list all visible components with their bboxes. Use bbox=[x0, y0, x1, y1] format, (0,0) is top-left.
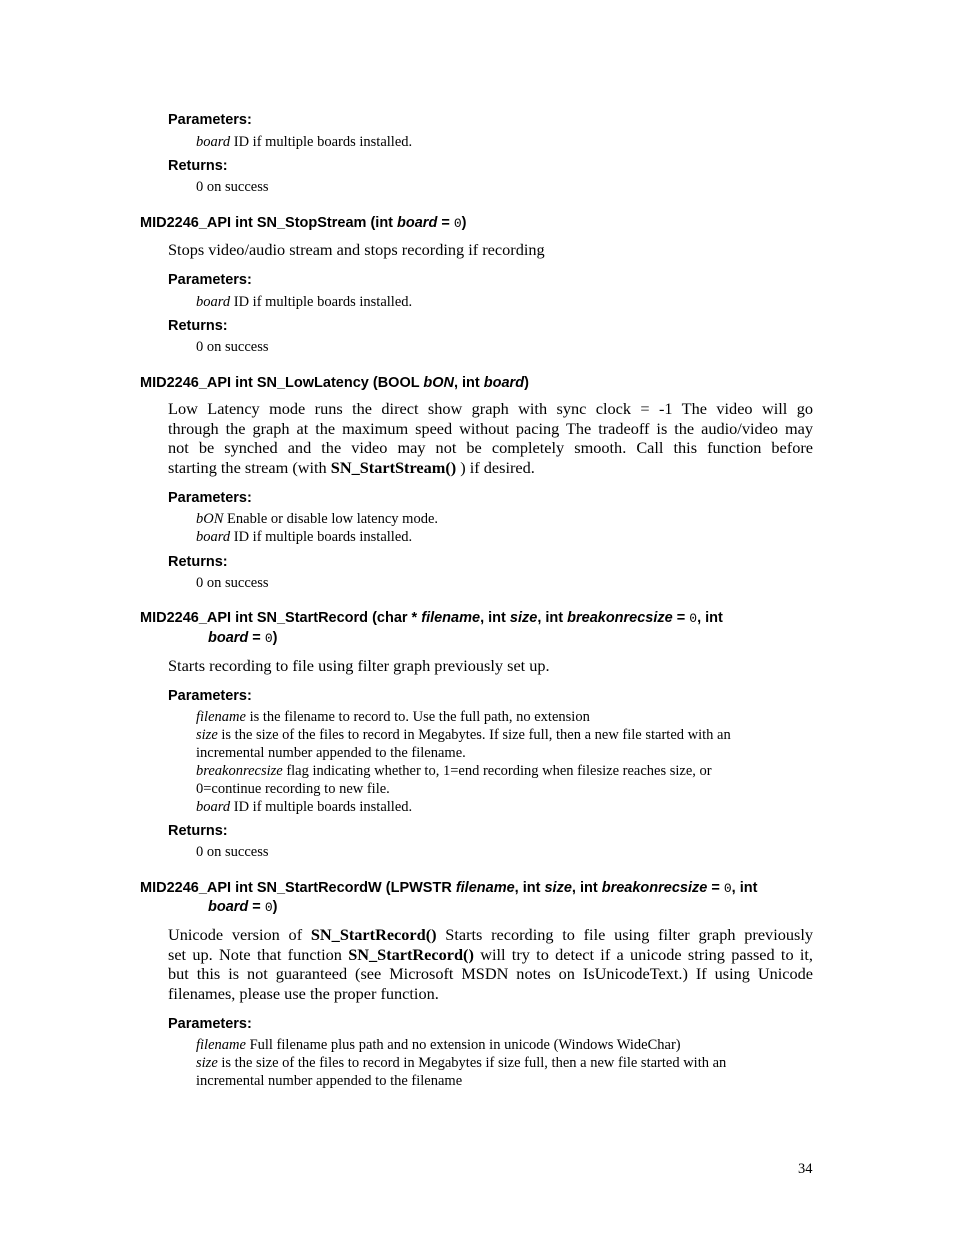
function-signature-startrecord bbox=[140, 608, 723, 629]
function-ref: SN_StartRecord() bbox=[310, 925, 437, 944]
param-size-cont: incremental number appended to the filename. bbox=[196, 745, 466, 761]
param-name: board bbox=[196, 134, 231, 150]
param-name: breakonrecsize bbox=[196, 763, 283, 779]
sig-text: , int bbox=[537, 610, 568, 626]
returns-heading: Returns: bbox=[168, 318, 228, 334]
sig-param: size bbox=[544, 880, 572, 896]
desc-text: starting the stream (with bbox=[168, 458, 331, 478]
desc-line: through the graph at the maximum speed without pacing The tradeoff is the audio/video may bbox=[168, 418, 813, 438]
desc-line: Stops video/audio stream and stops recording if recording bbox=[168, 240, 545, 259]
param-board bbox=[196, 133, 412, 151]
sig-text: , int bbox=[453, 375, 484, 391]
desc-line bbox=[168, 458, 813, 478]
param-desc: ID if multiple boards installed. bbox=[230, 134, 413, 150]
sig-param: board bbox=[483, 375, 525, 391]
sig-default: 0 bbox=[689, 611, 698, 626]
sig-default: 0 bbox=[264, 900, 273, 915]
sig-text: = bbox=[248, 630, 265, 646]
sig-param: breakonrecsize bbox=[601, 880, 708, 896]
param-name: size bbox=[196, 1055, 218, 1071]
param-name: board bbox=[196, 799, 231, 815]
returns-heading: Returns: bbox=[168, 823, 228, 839]
param-desc: Full filename plus path and no extension in unicode (Windows WideChar) bbox=[245, 1037, 681, 1053]
function-description bbox=[168, 656, 813, 676]
returns-heading: Returns: bbox=[168, 158, 228, 174]
sig-param: board bbox=[208, 899, 249, 915]
desc-line: Starts recording to file using filter graph previously set up. bbox=[168, 656, 550, 675]
param-filename bbox=[196, 708, 590, 726]
sig-param: board bbox=[397, 215, 438, 231]
sig-default: 0 bbox=[723, 881, 732, 896]
param-desc: ID if multiple boards installed. bbox=[230, 294, 413, 310]
desc-line: but this is not guaranteed (see Microsoft MSDN notes on IsUnicodeText.) If using Unicode bbox=[168, 964, 813, 984]
page-number: 34 bbox=[798, 1161, 813, 1177]
function-signature-lowlatency bbox=[140, 373, 529, 393]
sig-text: MID2246_API int SN_StartRecord (char * bbox=[140, 610, 422, 626]
desc-text: Unicode version of bbox=[168, 925, 311, 944]
param-bon bbox=[196, 510, 438, 528]
function-signature-startrecordw bbox=[140, 878, 757, 899]
desc-text: ) if desired. bbox=[456, 458, 535, 478]
param-size bbox=[196, 726, 731, 744]
param-desc: ID if multiple boards installed. bbox=[230, 529, 413, 545]
function-ref: SN_StartStream() bbox=[330, 458, 457, 478]
param-name: board bbox=[196, 529, 231, 545]
parameters-heading: Parameters: bbox=[168, 1016, 252, 1032]
param-board bbox=[196, 798, 412, 816]
param-desc: is the size of the files to record in Megabytes if size full, then a new file started with an bbox=[217, 1055, 727, 1071]
returns-heading: Returns: bbox=[168, 554, 228, 570]
sig-text: , int bbox=[480, 610, 510, 626]
function-signature-continuation bbox=[208, 628, 277, 649]
sig-param: board bbox=[208, 630, 249, 646]
param-desc: is the filename to record to. Use the full path, no extension bbox=[245, 709, 590, 725]
param-size bbox=[196, 1054, 726, 1072]
sig-text: MID2246_API int SN_StartRecordW (LPWSTR bbox=[140, 880, 456, 896]
param-filename bbox=[196, 1036, 681, 1054]
param-desc: ID if multiple boards installed. bbox=[230, 799, 413, 815]
param-board bbox=[196, 293, 412, 311]
function-description bbox=[168, 925, 813, 1004]
sig-text: ) bbox=[524, 375, 529, 391]
param-size-cont: incremental number appended to the filename bbox=[196, 1073, 463, 1089]
parameters-heading: Parameters: bbox=[168, 112, 252, 128]
function-description bbox=[168, 240, 813, 260]
returns-value: 0 on success bbox=[196, 575, 269, 591]
sig-default: 0 bbox=[264, 631, 273, 646]
param-desc: flag indicating whether to, 1=end recording when filesize reaches size, or bbox=[282, 763, 712, 779]
param-desc: Enable or disable low latency mode. bbox=[223, 511, 439, 527]
parameters-heading: Parameters: bbox=[168, 688, 252, 704]
sig-text: = bbox=[707, 880, 724, 896]
sig-text: , int bbox=[514, 880, 545, 896]
desc-text: set up. Note that function bbox=[168, 944, 349, 964]
returns-value: 0 on success bbox=[196, 844, 269, 860]
sig-default: 0 bbox=[453, 216, 462, 231]
param-name: filename bbox=[196, 1037, 246, 1053]
param-name: bON bbox=[196, 511, 224, 527]
desc-text: will try to detect if a unicode string passed to it, bbox=[473, 944, 814, 964]
sig-text: ) bbox=[272, 630, 278, 646]
desc-line: filenames, please use the proper function. bbox=[168, 984, 439, 1004]
function-signature-continuation bbox=[208, 897, 277, 918]
parameters-heading: Parameters: bbox=[168, 272, 252, 288]
desc-line bbox=[168, 925, 813, 945]
desc-text: Starts recording to file using filter graph previously bbox=[436, 925, 813, 944]
param-breakonrecsize bbox=[196, 762, 712, 780]
function-ref: SN_StartRecord() bbox=[348, 944, 474, 964]
param-breakonrecsize-cont: 0=continue recording to new file. bbox=[196, 781, 390, 797]
desc-line: Low Latency mode runs the direct show graph with sync clock = -1 The video will go bbox=[168, 399, 813, 418]
sig-text: MID2246_API int SN_LowLatency (BOOL bbox=[140, 375, 424, 391]
sig-param: size bbox=[509, 610, 538, 626]
sig-param: bON bbox=[423, 375, 454, 391]
param-name: size bbox=[196, 727, 218, 743]
sig-text: , int bbox=[571, 880, 602, 896]
sig-text: ) bbox=[461, 215, 467, 231]
param-name: board bbox=[196, 294, 231, 310]
sig-text: = bbox=[437, 215, 454, 231]
sig-text: , int bbox=[697, 610, 723, 626]
sig-param: filename bbox=[421, 610, 481, 626]
sig-param: filename bbox=[455, 880, 515, 896]
desc-line: not be synched and the video may not be completely smooth. Call this function before bbox=[168, 438, 813, 458]
param-name: filename bbox=[196, 709, 246, 725]
function-description bbox=[168, 399, 813, 478]
sig-text: MID2246_API int SN_StopStream (int bbox=[140, 215, 398, 231]
desc-line bbox=[168, 945, 813, 965]
sig-text: = bbox=[672, 610, 690, 626]
param-board bbox=[196, 528, 412, 546]
sig-text: ) bbox=[272, 899, 278, 915]
returns-value: 0 on success bbox=[196, 339, 269, 355]
sig-param: breakonrecsize bbox=[567, 610, 673, 626]
sig-text: = bbox=[248, 899, 265, 915]
param-desc: is the size of the files to record in Megabytes. If size full, then a new file started with an bbox=[217, 727, 731, 743]
function-signature-stopstream bbox=[140, 213, 467, 234]
parameters-heading: Parameters: bbox=[168, 490, 252, 506]
sig-text: , int bbox=[731, 880, 758, 896]
returns-value: 0 on success bbox=[196, 179, 269, 195]
